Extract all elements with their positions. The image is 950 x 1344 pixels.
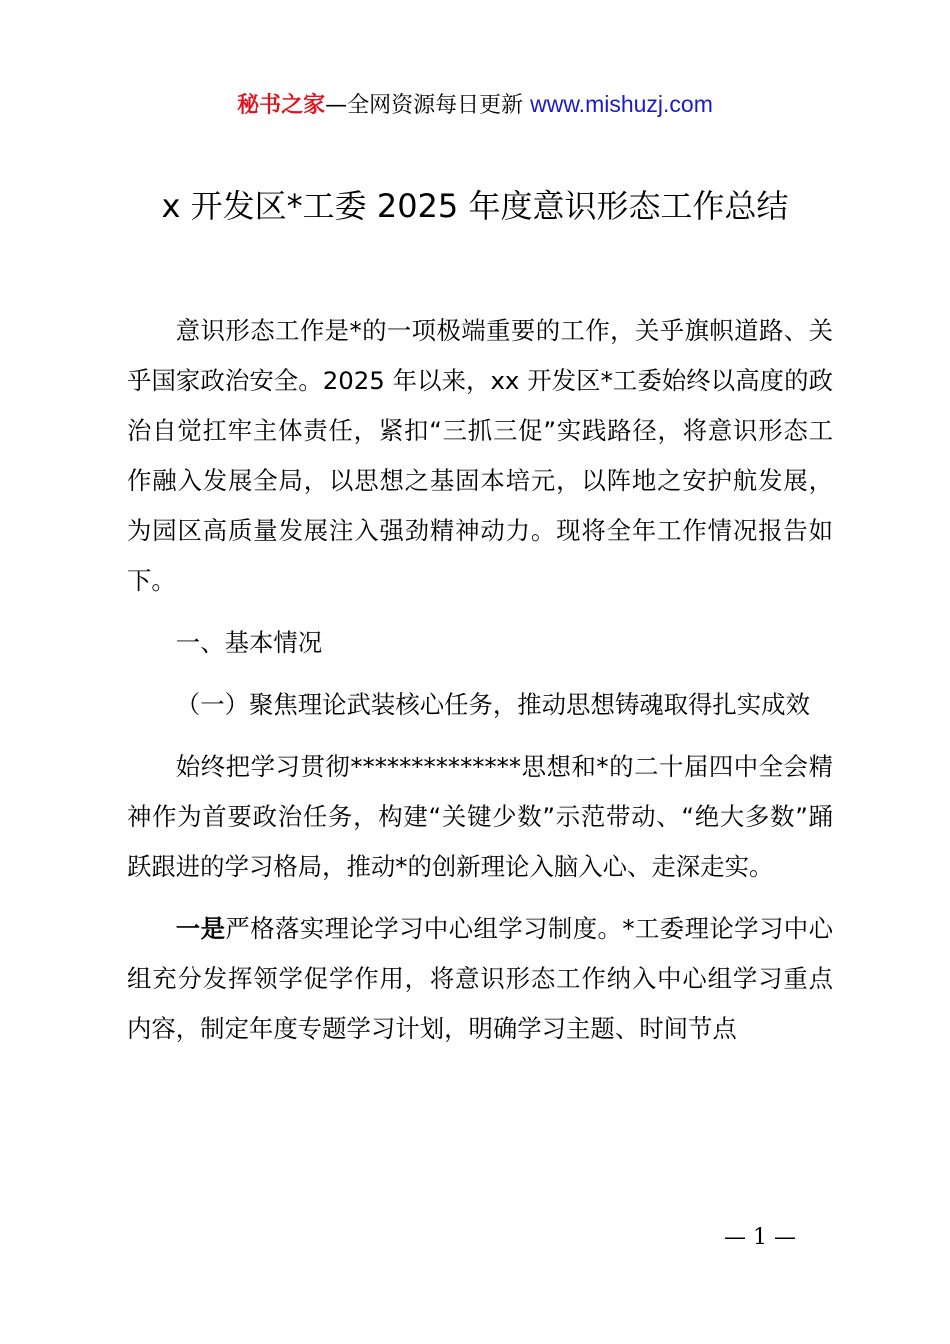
document-body <box>127 306 833 1054</box>
point-body-1: 严格落实理论学习中心组学习制度。*工委理论学习中心组充分发挥领学促学作用，将意识形态工作纳入中心组学习重点内容，制定年度专题学习计划，明确学习主题、时间节点 <box>127 914 833 1043</box>
subsection-paragraph-1: 始终把学习贯彻**************思想和*的二十届四中全会精神作为首要政治任务，构建“关键少数”示范带动、“绝大多数”踊跃跟进的学习格局，推动*的创新理论入脑入心、走深走实。 <box>127 752 833 881</box>
watermark-banner <box>0 88 950 122</box>
page-number: — 1 — <box>724 1225 796 1250</box>
point-lead-1: 一是 <box>175 914 226 943</box>
point-paragraph-1 <box>127 904 833 1054</box>
banner-tagline: —全网资源每日更新 <box>325 93 531 118</box>
brand-name: 秘书之家 <box>237 93 326 118</box>
intro-paragraph: 意识形态工作是*的一项极端重要的工作，关乎旗帜道路、关乎国家政治安全。2025 年以来，xx 开发区*工委始终以高度的政治自觉扛牢主体责任，紧扣“三抓三促”实践路径，将意识形态工作融入发展全局，以思想之基固本培元，以阵地之安护航发展，为园区高质量发展注入强劲精神动力。现将全年工作情况报告如下。 <box>127 316 833 595</box>
document-title: x 开发区*工委 2025 年度意识形态工作总结 <box>161 187 789 225</box>
site-url-link[interactable]: www.mishuzj.com <box>530 91 713 117</box>
section-heading-1: 一、基本情况 <box>175 628 323 657</box>
subsection-heading-1: （一）聚焦理论武装核心任务，推动思想铸魂取得扎实成效 <box>175 690 810 719</box>
